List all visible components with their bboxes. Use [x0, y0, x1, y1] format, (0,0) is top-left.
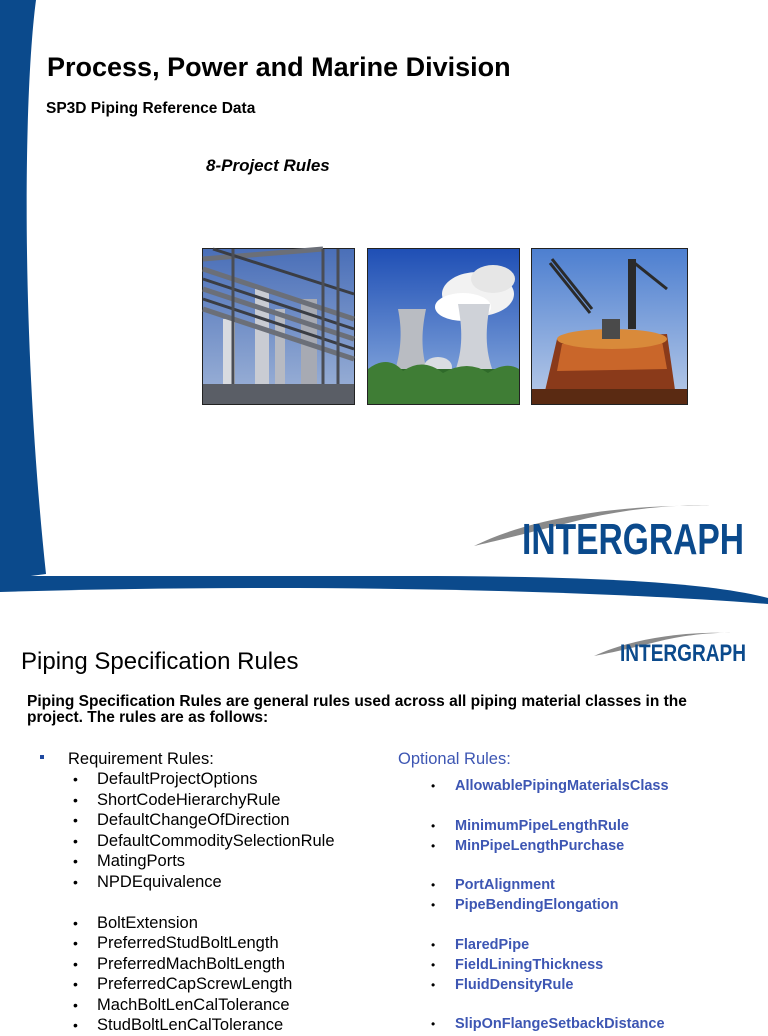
optional-rule-item-text: SlipOnFlangeSetbackDistance — [455, 1016, 665, 1032]
bullet-icon: • — [73, 832, 78, 849]
requirement-rule-item-text: DefaultChangeOfDirection — [97, 811, 290, 829]
requirement-rule-item-text: PreferredStudBoltLength — [97, 934, 279, 952]
logo-wordmark: INTERGRAPH — [522, 515, 744, 564]
requirement-rule-item-text: DefaultCommoditySelectionRule — [97, 831, 335, 850]
optional-rule-item — [398, 975, 758, 995]
requirement-rule-item-text: MachBoltLenCalTolerance — [97, 995, 290, 1014]
requirement-rule-item-text: PreferredCapScrewLength — [97, 975, 293, 993]
requirement-rule-item-text: BoltExtension — [97, 913, 198, 932]
bullet-icon: • — [73, 771, 78, 787]
slide-title: Piping Specification Rules — [21, 648, 299, 675]
bullet-icon: • — [431, 1017, 436, 1031]
requirement-rule-item-text: ShortCodeHierarchyRule — [97, 790, 281, 809]
bullet-icon: • — [73, 853, 78, 869]
optional-rule-item — [398, 776, 758, 796]
refinery-photo — [202, 248, 355, 405]
optional-rule-item-text: FlaredPipe — [455, 936, 530, 953]
optional-rule-item — [398, 935, 758, 955]
bullet-icon: • — [73, 791, 78, 808]
optional-rule-item-text: PortAlignment — [455, 877, 555, 893]
square-bullet-icon — [40, 755, 44, 759]
intergraph-logo — [470, 498, 750, 562]
optional-rules-list — [398, 776, 758, 1034]
bullet-icon: • — [431, 937, 436, 952]
requirement-rule-item — [40, 995, 380, 1016]
bullet-icon: • — [431, 957, 436, 972]
requirement-rule-item — [40, 851, 380, 872]
optional-rule-item — [398, 995, 758, 1015]
intro-paragraph: Piping Specification Rules are general rules used across all piping material classes in the project. The rules are as follows: — [27, 693, 687, 726]
bullet-icon: • — [73, 1017, 78, 1033]
optional-rule-item-text: MinimumPipeLengthRule — [455, 817, 629, 834]
optional-rule-item-text: FieldLiningThickness — [455, 956, 604, 973]
requirement-rules-column — [40, 749, 380, 1036]
requirement-rule-item — [40, 1015, 380, 1036]
optional-rule-item — [398, 816, 758, 836]
bullet-icon: • — [431, 878, 436, 892]
requirement-rule-item — [40, 974, 380, 995]
content-slide — [0, 608, 768, 1034]
shipyard-photo — [531, 248, 688, 405]
requirement-rule-item-text: DefaultProjectOptions — [97, 770, 258, 788]
requirement-rule-item — [40, 831, 380, 852]
requirement-rule-item — [40, 933, 380, 954]
requirement-rule-item — [40, 769, 380, 790]
bullet-icon: • — [73, 873, 78, 890]
bullet-icon: • — [73, 976, 78, 992]
optional-rule-item-text: AllowablePipingMaterialsClass — [455, 778, 669, 794]
bullet-icon: • — [73, 914, 78, 931]
bullet-icon: • — [431, 898, 436, 912]
optional-rule-item — [398, 875, 758, 895]
optional-rule-item — [398, 796, 758, 816]
requirement-heading-text: Requirement Rules: — [68, 750, 214, 768]
optional-rule-item — [398, 955, 758, 975]
requirement-rule-item — [40, 872, 380, 893]
optional-rule-item — [398, 895, 758, 915]
optional-rule-item — [398, 856, 758, 876]
slide-title: Process, Power and Marine Division — [47, 52, 511, 82]
intergraph-logo-small — [592, 628, 752, 667]
optional-rule-item-text: MinPipeLengthPurchase — [455, 837, 625, 854]
section-title: 8-Project Rules — [206, 156, 330, 175]
requirement-rule-item-text: MatingPorts — [97, 852, 186, 870]
optional-rule-item — [398, 915, 758, 935]
bullet-icon: • — [431, 977, 436, 992]
logo-wordmark: INTERGRAPH — [620, 640, 746, 667]
bullet-icon: • — [73, 955, 78, 972]
bullet-icon: • — [431, 818, 436, 833]
bullet-icon: • — [73, 935, 78, 951]
slide-subtitle: SP3D Piping Reference Data — [46, 100, 256, 117]
requirement-rule-item-text: StudBoltLenCalTolerance — [97, 1016, 284, 1034]
requirement-rule-item-text: NPDEquivalence — [97, 872, 222, 891]
optional-rule-item — [398, 1014, 758, 1034]
requirement-rule-item — [40, 790, 380, 811]
requirement-rule-item — [40, 892, 380, 913]
bullet-icon: • — [73, 996, 78, 1013]
requirement-rule-item-text: PreferredMachBoltLength — [97, 954, 286, 973]
optional-rules-heading: Optional Rules: — [398, 750, 511, 768]
requirement-rule-item — [40, 810, 380, 831]
requirement-rules-heading — [40, 749, 380, 769]
optional-rule-item — [398, 836, 758, 856]
bullet-icon: • — [431, 838, 436, 853]
requirement-rule-item — [40, 954, 380, 975]
optional-rule-item-text: PipeBendingElongation — [455, 897, 619, 913]
left-blue-swoosh — [0, 0, 46, 580]
bullet-icon: • — [431, 779, 436, 793]
cooling-towers-photo — [367, 248, 520, 405]
requirement-rules-list — [40, 769, 380, 1036]
optional-rule-item-text: FluidDensityRule — [455, 976, 574, 993]
bullet-icon: • — [73, 812, 78, 828]
requirement-rule-item — [40, 913, 380, 934]
optional-rules-column — [398, 749, 758, 1034]
